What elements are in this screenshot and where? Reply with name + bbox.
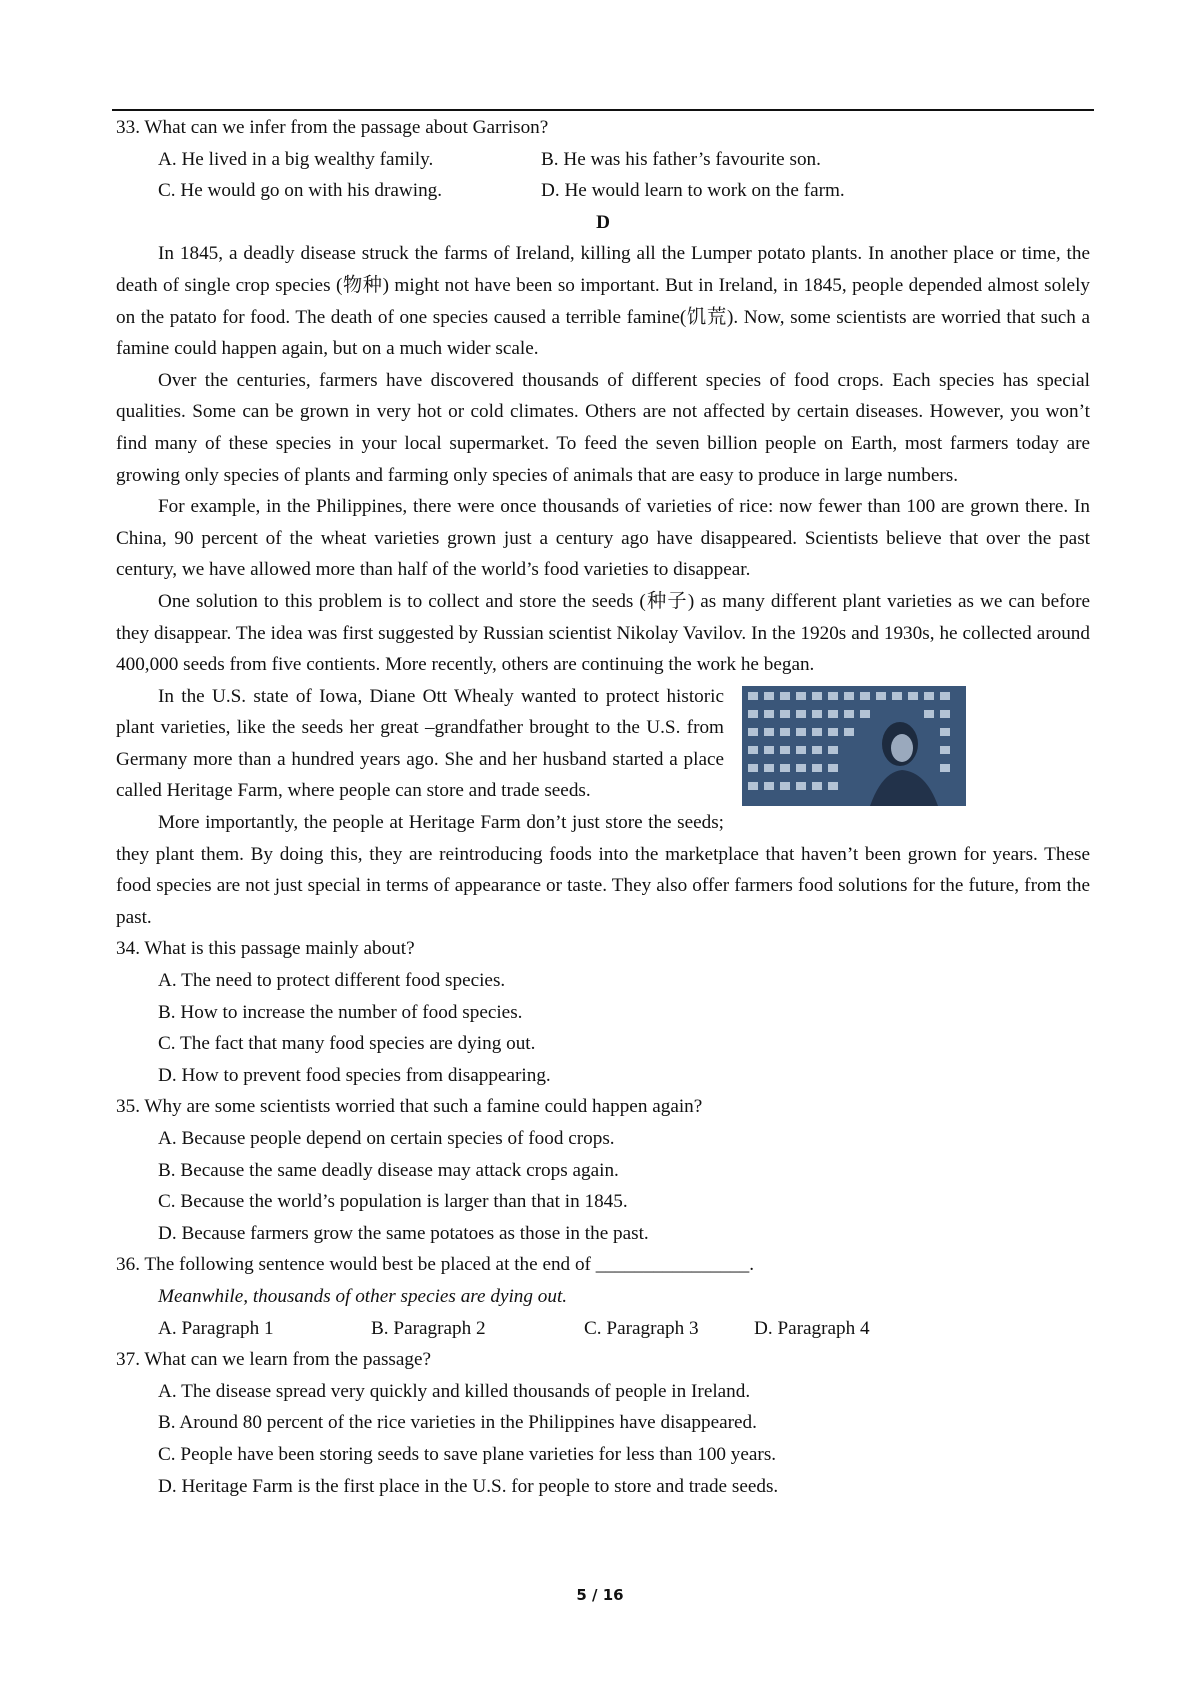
photo-section: [116, 681, 1090, 934]
q36-option-a: A. Paragraph 1: [158, 1317, 274, 1339]
q36-option-b: B. Paragraph 2: [371, 1317, 486, 1339]
paragraph-6: More importantly, the people at Heritage Farm don’t just store the seeds; they plant them. By doing this, they are reintroducing foods into the marketplace that haven’t been grown for years. These food species are not just special in terms of appearance or taste. They also offer farmers food solutions for the future, from the past.: [116, 812, 1090, 928]
q37-option-b: B. Around 80 percent of the rice varieties in the Philippines have disappeared.: [158, 1412, 757, 1434]
q33-option-b: B. He was his father’s favourite son.: [541, 148, 821, 170]
paragraph-1: In 1845, a deadly disease struck the farms of Ireland, killing all the Lumper potato plants. In another place or time, the death of single crop species (物种) might not have been so important. But in Ireland, in 1845, people depended almost solely on the patato for food. The death of one species caused a terrible famine(饥荒). Now, some scientists are worried that such a famine could happen again, but on a much wider scale.: [116, 243, 1090, 360]
q37-question: 37. What can we learn from the passage?: [116, 1349, 432, 1371]
q37-option-a: A. The disease spread very quickly and killed thousands of people in Ireland.: [158, 1380, 751, 1402]
q35-option-d: D. Because farmers grow the same potatoes as those in the past.: [158, 1222, 649, 1244]
q36-question: 36. The following sentence would best be placed at the end of ________________.: [116, 1254, 755, 1276]
paragraph-2: Over the centuries, farmers have discovered thousands of different species of food crops. Each species has special qualities. Some can be grown in very hot or cold climates. Others are not affected by certain diseases. However, you won’t find many of these species in your local supermarket. To feed the seven billion people on Earth, most farmers today are growing only species of plants and farming only species of animals that are easy to produce in large numbers.: [116, 369, 1090, 486]
q37-option-c: C. People have been storing seeds to save plane varieties for less than 100 years.: [158, 1443, 777, 1465]
q33-option-d: D. He would learn to work on the farm.: [541, 180, 845, 202]
q36-option-d: D. Paragraph 4: [754, 1317, 870, 1339]
q34-option-b: B. How to increase the number of food species.: [158, 1001, 523, 1023]
q33-options-row-1: [116, 144, 1090, 176]
q36-option-c: C. Paragraph 3: [584, 1317, 699, 1339]
q36-sentence: Meanwhile, thousands of other species are dying out.: [158, 1285, 568, 1307]
paragraph-4: One solution to this problem is to collect and store the seeds (种子) as many different plant varieties as we can before they disappear. The idea was first suggested by Russian scientist Nikolay Vavilov. In the 1920s and 1930s, he collected around 400,000 seeds from five contients. More recently, others are continuing the work he began.: [116, 590, 1090, 676]
q35-option-b: B. Because the same deadly disease may attack crops again.: [158, 1159, 619, 1181]
q34-option-c: C. The fact that many food species are dying out.: [158, 1033, 536, 1055]
q37-option-d: D. Heritage Farm is the first place in the U.S. for people to store and trade seeds.: [158, 1475, 779, 1497]
q36-options-row: [116, 1313, 1090, 1345]
page-body: [116, 112, 1090, 1502]
q34-option-d: D. How to prevent food species from disappearing.: [158, 1064, 551, 1086]
q34-option-a: A. The need to protect different food species.: [158, 970, 506, 992]
header-rule: [112, 109, 1094, 111]
q33-options-row-2: [116, 175, 1090, 207]
seed-jars-photo-icon: [742, 686, 966, 806]
q35-question: 35. Why are some scientists worried that such a famine could happen again?: [116, 1096, 703, 1118]
seed-bank-photo: [742, 686, 966, 806]
q35-option-a: A. Because people depend on certain species of food crops.: [158, 1128, 615, 1149]
q33-option-c: C. He would go on with his drawing.: [158, 180, 443, 202]
q33-option-a: A. He lived in a big wealthy family.: [158, 148, 434, 170]
paragraph-5: In the U.S. state of Iowa, Diane Ott Whealy wanted to protect historic plant varieties, like the seeds her great –grandfather brought to the U.S. from Germany more than a hundred years ago. She and her husband started a place called Heritage Farm, where people can store and trade seeds.: [116, 685, 724, 802]
page-number: 5 / 16: [576, 1586, 624, 1604]
paragraph-3: For example, in the Philippines, there were once thousands of varieties of rice: now fewer than 100 are grown there. In China, 90 percent of the wheat varieties grown just a century ago have disappeared. Scientists believe that over the past century, we have allowed more than half of the world’s food varieties to disappear.: [116, 496, 1090, 581]
section-heading: D: [596, 211, 610, 233]
q34-question: 34. What is this passage mainly about?: [116, 938, 415, 960]
q33-question: 33. What can we infer from the passage about Garrison?: [116, 117, 549, 138]
q35-option-c: C. Because the world’s population is larger than that in 1845.: [158, 1191, 628, 1213]
